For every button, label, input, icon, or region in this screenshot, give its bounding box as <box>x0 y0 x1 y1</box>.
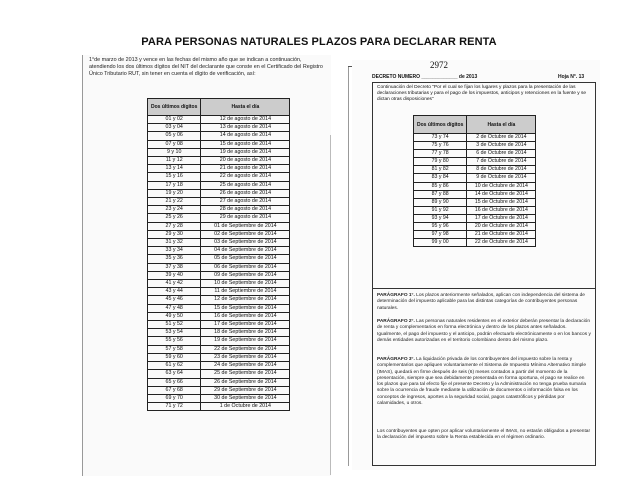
date-cell: 15 de Octubre de 2014 <box>467 198 536 206</box>
right-header-date: Hasta el día <box>467 116 536 134</box>
date-cell: 20 de Octubre de 2014 <box>467 223 536 231</box>
digits-cell: 11 y 12 <box>148 157 201 165</box>
digits-cell: 67 y 68 <box>148 386 201 394</box>
digits-cell: 87 y 88 <box>414 190 467 198</box>
left-table-row <box>148 124 290 132</box>
digits-cell: 91 y 92 <box>414 206 467 214</box>
date-cell: 26 de Septiembre de 2014 <box>201 378 290 386</box>
decree-label: DECRETO NUMERO _____________ de 2013 <box>372 74 478 80</box>
digits-cell: 45 y 46 <box>148 296 201 304</box>
left-table-row <box>148 386 290 394</box>
left-table-row <box>148 247 290 255</box>
paragraph-2-label: PARÁGRAFO 2°. <box>377 319 415 324</box>
date-cell: 17 de Septiembre de 2014 <box>201 321 290 329</box>
right-scanned-page <box>352 60 600 470</box>
continuation-text: Continuación del Decreto "Por el cual se fijan los lugares y plazos para la presentación de las declaraciones tributarias y para el pago de los impuestos, anticipos y retenciones en la fuente y se dictan otras disposiciones" <box>377 85 587 103</box>
digits-cell: 9 y 10 <box>148 148 201 156</box>
left-table-row <box>148 148 290 156</box>
left-table-row <box>148 116 290 124</box>
left-table-row <box>148 312 290 320</box>
left-table-row <box>148 165 290 173</box>
left-table-row <box>148 370 290 378</box>
date-cell: 19 de Septiembre de 2014 <box>201 337 290 345</box>
right-table-row <box>414 223 536 231</box>
digits-cell: 13 y 14 <box>148 165 201 173</box>
date-cell: 05 de Septiembre de 2014 <box>201 255 290 263</box>
left-header-date: Hasta el día <box>201 99 290 116</box>
decree-content-box <box>372 82 596 466</box>
digits-cell: 29 y 30 <box>148 230 201 238</box>
left-table-body <box>148 116 290 411</box>
date-cell: 25 de Septiembre de 2014 <box>201 370 290 378</box>
sheet-number: Hoja N°. 13 <box>558 74 585 80</box>
date-cell: 12 de agosto de 2014 <box>201 116 290 124</box>
digits-cell: 73 y 74 <box>414 134 467 142</box>
left-table-row <box>148 353 290 361</box>
date-cell: 11 de Septiembre de 2014 <box>201 288 290 296</box>
date-cell: 2 de Octubre de 2014 <box>467 134 536 142</box>
digits-cell: 69 y 70 <box>148 394 201 402</box>
date-cell: 26 de agosto de 2014 <box>201 189 290 197</box>
digits-cell: 23 y 24 <box>148 206 201 214</box>
digits-cell: 89 y 90 <box>414 198 467 206</box>
date-cell: 15 de Septiembre de 2014 <box>201 304 290 312</box>
digits-cell: 79 y 80 <box>414 158 467 166</box>
date-cell: 15 de agosto de 2014 <box>201 140 290 148</box>
digits-cell: 99 y 00 <box>414 239 467 247</box>
left-table-row <box>148 329 290 337</box>
digits-cell: 07 y 08 <box>148 140 201 148</box>
date-cell: 20 de agosto de 2014 <box>201 157 290 165</box>
date-cell: 09 de Septiembre de 2014 <box>201 271 290 279</box>
date-cell: 12 de Septiembre de 2014 <box>201 296 290 304</box>
digits-cell: 85 y 86 <box>414 182 467 190</box>
right-header-digits: Dos últimos dígitos <box>414 116 467 134</box>
date-cell: 23 de Septiembre de 2014 <box>201 353 290 361</box>
date-cell: 17 de Octubre de 2014 <box>467 214 536 222</box>
paragraph-4: Los contribuyentes que opten por aplicar voluntariamente el IMAS, no estarán obligados a presentar la declaración del impuesto sobre la Renta establecida en el régimen ordinario. <box>377 429 591 441</box>
left-table-row <box>148 304 290 312</box>
date-cell: 14 de agosto de 2014 <box>201 132 290 140</box>
digits-cell: 31 y 32 <box>148 239 201 247</box>
date-cell: 16 de Septiembre de 2014 <box>201 312 290 320</box>
digits-cell: 33 y 34 <box>148 247 201 255</box>
date-cell: 22 de Octubre de 2014 <box>467 239 536 247</box>
digits-cell: 49 y 50 <box>148 312 201 320</box>
paragraph-1 <box>377 293 591 312</box>
left-header-digits: Dos últimos dígitos <box>148 99 201 116</box>
right-table-row <box>414 150 536 158</box>
left-scanned-page <box>82 55 331 476</box>
date-cell: 7 de Octubre de 2014 <box>467 158 536 166</box>
digits-cell: 83 y 84 <box>414 174 467 182</box>
date-cell: 25 de agosto de 2014 <box>201 181 290 189</box>
right-table-row <box>414 214 536 222</box>
date-cell: 6 de Octubre de 2014 <box>467 150 536 158</box>
digits-cell: 75 y 76 <box>414 142 467 150</box>
left-table-row <box>148 206 290 214</box>
digits-cell: 93 y 94 <box>414 214 467 222</box>
paragraph-1-text: Los plazos anteriormente señalados, aplican con independencia del sistema de determinación del impuesto aplicable para las distintas categorías de contribuyentes personas naturales. <box>377 293 585 311</box>
date-cell: 14 de Octubre de 2014 <box>467 190 536 198</box>
date-cell: 9 de Octubre de 2014 <box>467 174 536 182</box>
digits-cell: 39 y 40 <box>148 271 201 279</box>
digits-cell: 01 y 02 <box>148 116 201 124</box>
left-table-row <box>148 345 290 353</box>
date-cell: 16 de Octubre de 2014 <box>467 206 536 214</box>
digits-cell: 95 y 96 <box>414 223 467 231</box>
paragraph-2 <box>377 319 591 344</box>
digits-cell: 65 y 66 <box>148 378 201 386</box>
date-cell: 27 de agosto de 2014 <box>201 198 290 206</box>
digits-cell: 57 y 58 <box>148 345 201 353</box>
digits-cell: 51 y 52 <box>148 321 201 329</box>
digits-cell: 71 y 72 <box>148 403 201 411</box>
left-table-row <box>148 378 290 386</box>
right-table-row <box>414 239 536 247</box>
digits-cell: 03 y 04 <box>148 124 201 132</box>
left-table-row <box>148 362 290 370</box>
digits-cell: 19 y 20 <box>148 189 201 197</box>
digits-cell: 55 y 56 <box>148 337 201 345</box>
page-edge-line <box>330 135 331 475</box>
left-table-row <box>148 296 290 304</box>
date-cell: 10 de Octubre de 2014 <box>467 182 536 190</box>
section-divider <box>373 288 595 289</box>
page-title: PARA PERSONAS NATURALES PLAZOS PARA DECLARAR RENTA <box>141 36 497 48</box>
date-cell: 06 de Septiembre de 2014 <box>201 263 290 271</box>
date-cell: 3 de Octubre de 2014 <box>467 142 536 150</box>
left-table-row <box>148 403 290 411</box>
left-intro-text: 1°de marzo de 2013 y vence en las fechas del mismo año que se indican a continuación, atendiendo los dos últimos dígitos del NIT del declarante que conste en el Certificado del Registro Único Tributario RUT, sin tener en cuenta el dígito de verificación, así: <box>89 57 323 78</box>
right-table-row <box>414 198 536 206</box>
left-table-row <box>148 198 290 206</box>
date-cell: 30 de Septiembre de 2014 <box>201 394 290 402</box>
date-cell: 22 de agosto de 2014 <box>201 173 290 181</box>
digits-cell: 05 y 06 <box>148 132 201 140</box>
right-table-row <box>414 182 536 190</box>
right-deadline-table <box>413 115 536 247</box>
date-cell: 29 de agosto de 2014 <box>201 214 290 222</box>
left-table-row <box>148 189 290 197</box>
left-table-row <box>148 132 290 140</box>
handwritten-decree-number: 2972 <box>430 60 448 70</box>
digits-cell: 97 y 98 <box>414 231 467 239</box>
left-table-row <box>148 271 290 279</box>
date-cell: 04 de Septiembre de 2014 <box>201 247 290 255</box>
date-cell: 24 de Septiembre de 2014 <box>201 362 290 370</box>
date-cell: 19 de agosto de 2014 <box>201 148 290 156</box>
left-table-row <box>148 337 290 345</box>
digits-cell: 15 y 16 <box>148 173 201 181</box>
left-table-row <box>148 173 290 181</box>
paragraph-3-text: La liquidación privada de los contribuyentes del impuesto sobre la renta y complementarios que apliquen voluntariamente el Sistema de Impuesto Mínimo Alternativo Simple (IMAS), quedará en firme después de seis (6) meses contados a partir del momento de la presentación, siempre que sea debidamente presentada en forma oportuna, el pago se realice en los plazos que para tal efecto fije el presente Decreto y la Administración no tenga prueba sumaria sobre la ocurrencia de fraude mediante la utilización de documentos o información falsa en los conceptos de ingresos, aportes a la seguridad social, pagos catastróficos y pérdidas por calamidades, u otros. <box>377 357 587 407</box>
digits-cell: 59 y 60 <box>148 353 201 361</box>
date-cell: 22 de Septiembre de 2014 <box>201 345 290 353</box>
digits-cell: 63 y 64 <box>148 370 201 378</box>
right-table-row <box>414 142 536 150</box>
right-table-row <box>414 231 536 239</box>
left-table-row <box>148 263 290 271</box>
date-cell: 01 de Septiembre de 2014 <box>201 222 290 230</box>
left-table-row <box>148 140 290 148</box>
date-cell: 03 de Septiembre de 2014 <box>201 239 290 247</box>
date-cell: 29 de Septiembre de 2014 <box>201 386 290 394</box>
paragraph-1-label: PARÁGRAFO 1°. <box>377 293 415 298</box>
right-table-row <box>414 206 536 214</box>
right-table-row <box>414 174 536 182</box>
date-cell: 13 de agosto de 2014 <box>201 124 290 132</box>
paragraph-2-text: Las personas naturales residentes en el exterior deberán presentar la declaración de renta y complementarios en forma electrónica y dentro de los plazos antes señalados. Igualmente, el pago del impuesto y el anticipo, podrán efectuarlo electrónicamente o en los bancos y demás entidades autorizadas en el territorio colombiano dentro del mismo plazo. <box>377 319 591 343</box>
digits-cell: 77 y 78 <box>414 150 467 158</box>
left-table-row <box>148 230 290 238</box>
digits-cell: 35 y 36 <box>148 255 201 263</box>
paragraph-3 <box>377 357 591 407</box>
right-page-margin-line <box>348 66 349 466</box>
digits-cell: 53 y 54 <box>148 329 201 337</box>
date-cell: 28 de agosto de 2014 <box>201 206 290 214</box>
left-table-row <box>148 239 290 247</box>
digits-cell: 21 y 22 <box>148 198 201 206</box>
left-table-row <box>148 280 290 288</box>
left-table-row <box>148 181 290 189</box>
left-deadline-table <box>147 98 290 411</box>
date-cell: 21 de Octubre de 2014 <box>467 231 536 239</box>
digits-cell: 81 y 82 <box>414 166 467 174</box>
right-table-row <box>414 166 536 174</box>
digits-cell: 47 y 48 <box>148 304 201 312</box>
right-table-row <box>414 134 536 142</box>
digits-cell: 27 y 28 <box>148 222 201 230</box>
right-table-row <box>414 158 536 166</box>
digits-cell: 41 y 42 <box>148 280 201 288</box>
left-table-row <box>148 288 290 296</box>
digits-cell: 25 y 26 <box>148 214 201 222</box>
digits-cell: 17 y 18 <box>148 181 201 189</box>
date-cell: 18 de Septiembre de 2014 <box>201 329 290 337</box>
left-table-row <box>148 321 290 329</box>
paragraph-3-label: PARÁGRAFO 3°. <box>377 357 415 362</box>
date-cell: 8 de Octubre de 2014 <box>467 166 536 174</box>
date-cell: 1 de Octubre de 2014 <box>201 403 290 411</box>
digits-cell: 43 y 44 <box>148 288 201 296</box>
date-cell: 21 de agosto de 2014 <box>201 165 290 173</box>
left-table-row <box>148 157 290 165</box>
left-table-row <box>148 255 290 263</box>
left-table-row <box>148 214 290 222</box>
digits-cell: 61 y 62 <box>148 362 201 370</box>
right-table-body <box>414 134 536 247</box>
date-cell: 10 de Septiembre de 2014 <box>201 280 290 288</box>
date-cell: 02 de Septiembre de 2014 <box>201 230 290 238</box>
right-table-row <box>414 190 536 198</box>
digits-cell: 37 y 38 <box>148 263 201 271</box>
left-table-row <box>148 222 290 230</box>
left-table-row <box>148 394 290 402</box>
